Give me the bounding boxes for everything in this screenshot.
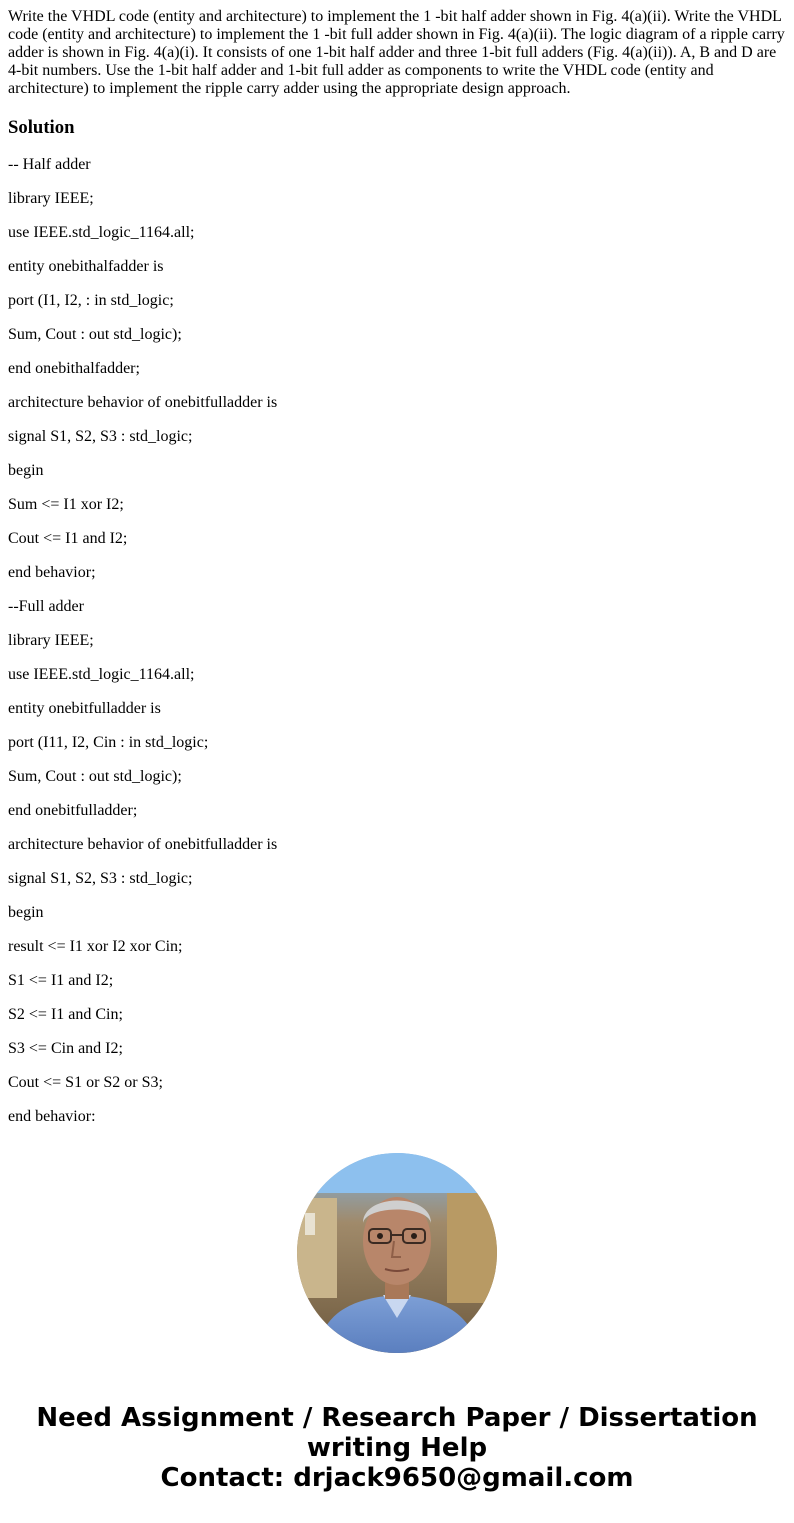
- code-line: Sum, Cout : out std_logic);: [8, 768, 182, 785]
- code-line: signal S1, S2, S3 : std_logic;: [8, 428, 193, 445]
- code-line: end behavior;: [8, 564, 96, 581]
- solution-heading: Solution: [8, 117, 75, 138]
- code-line: architecture behavior of onebitfulladder is: [8, 836, 278, 853]
- code-line: S3 <= Cin and I2;: [8, 1040, 123, 1057]
- author-avatar: [297, 1153, 497, 1353]
- code-line: --Full adder: [8, 598, 84, 615]
- code-line: Cout <= I1 and I2;: [8, 530, 128, 547]
- code-line: begin: [8, 462, 44, 479]
- solution-code: [8, 156, 786, 1126]
- code-line: port (I11, I2, Cin : in std_logic;: [8, 734, 209, 751]
- promo-contact: Contact: drjack9650@gmail.com: [160, 1463, 634, 1493]
- code-line: use IEEE.std_logic_1164.all;: [8, 666, 195, 683]
- code-line: architecture behavior of onebitfulladder is: [8, 394, 278, 411]
- code-line: S1 <= I1 and I2;: [8, 972, 114, 989]
- code-line: begin: [8, 904, 44, 921]
- code-line: entity onebithalfadder is: [8, 258, 164, 275]
- promo-line-2: writing Help: [306, 1433, 488, 1463]
- question-text: Write the VHDL code (entity and architecture) to implement the 1 -bit half adder shown in Fig. 4(a)(ii). Write the VHDL code (entity and architecture) to implement the 1 -bit full adder shown in Fig. 4(a)(ii). The logic diagram of a ripple carry adder is shown in Fig. 4(a)(i). It consists of one 1-bit half adder and three 1-bit full adders (Fig. 4(a)(ii)). A, B and D are 4-bit numbers. Use the 1-bit half adder and 1-bit full adder as components to write the VHDL code (entity and architecture) to implement the ripple carry adder using the appropriate design approach.: [8, 8, 785, 97]
- code-line: -- Half adder: [8, 156, 91, 173]
- code-line: signal S1, S2, S3 : std_logic;: [8, 870, 193, 887]
- code-line: port (I1, I2, : in std_logic;: [8, 292, 174, 309]
- code-line: library IEEE;: [8, 632, 94, 649]
- code-line: result <= I1 xor I2 xor Cin;: [8, 938, 183, 955]
- code-line: library IEEE;: [8, 190, 94, 207]
- promo-line-1: Need Assignment / Research Paper / Dissertation: [36, 1403, 758, 1433]
- code-line: end onebitfulladder;: [8, 802, 138, 819]
- promo-banner: [0, 1403, 794, 1493]
- code-line: S2 <= I1 and Cin;: [8, 1006, 123, 1023]
- code-line: entity onebitfulladder is: [8, 700, 161, 717]
- code-line: Cout <= S1 or S2 or S3;: [8, 1074, 163, 1091]
- code-line: Sum, Cout : out std_logic);: [8, 326, 182, 343]
- code-line: Sum <= I1 xor I2;: [8, 496, 124, 513]
- code-line: end onebithalfadder;: [8, 360, 140, 377]
- code-line: use IEEE.std_logic_1164.all;: [8, 224, 195, 241]
- code-line: end behavior:: [8, 1108, 96, 1125]
- person-portrait-icon: [297, 1153, 497, 1353]
